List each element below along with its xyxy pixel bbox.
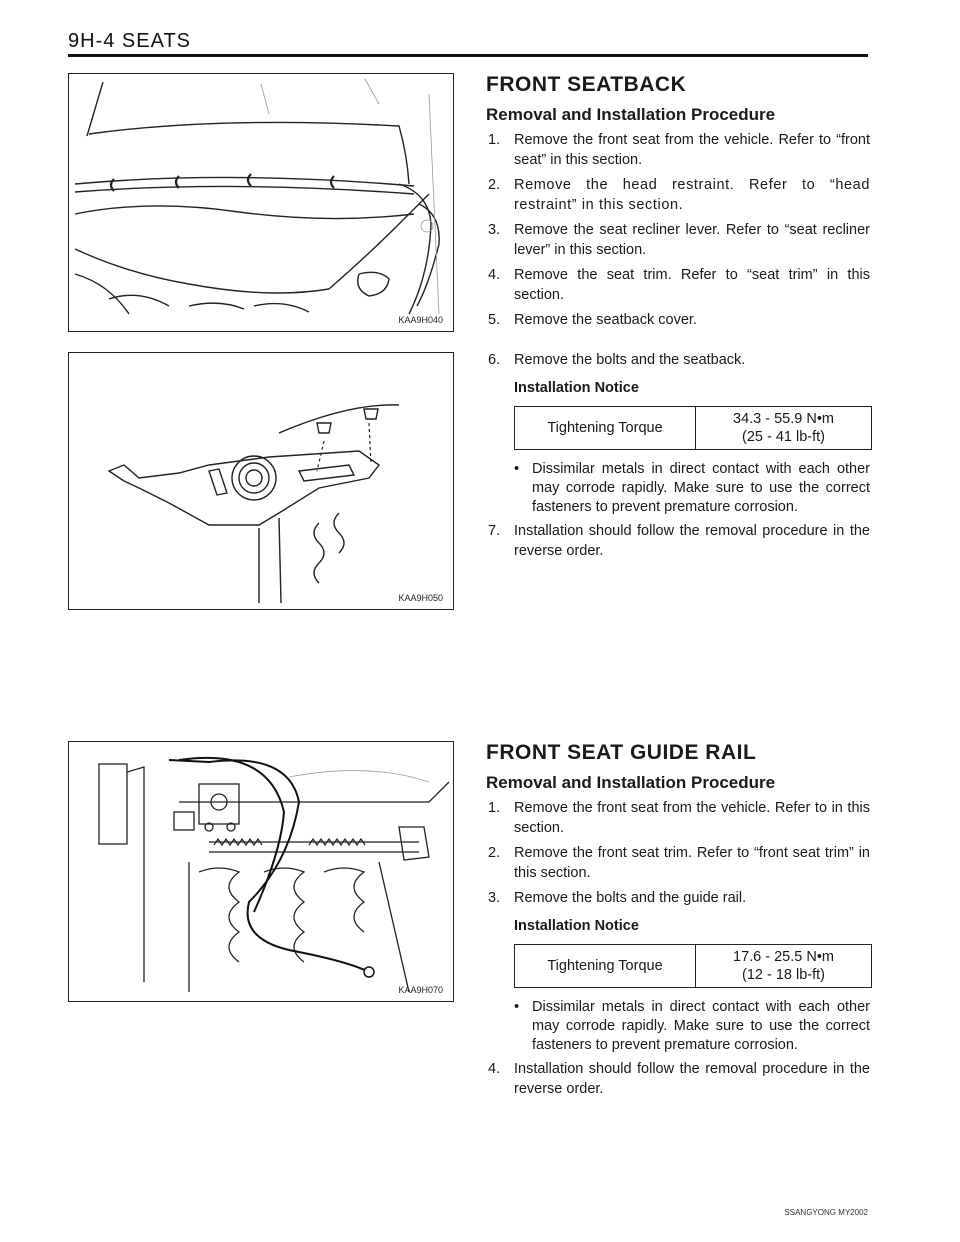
torque-value-lbft: (12 - 18 lb-ft) xyxy=(742,967,825,983)
section-title: FRONT SEATBACK xyxy=(486,73,687,96)
step-item xyxy=(486,888,870,908)
torque-value xyxy=(696,407,871,449)
step-text: Remove the seat recliner lever. Refer to “seat recliner lever” in this section. xyxy=(514,222,870,258)
step-item xyxy=(486,130,870,170)
step-number: 4. xyxy=(488,267,501,283)
step-item xyxy=(486,350,870,370)
step-number: 3. xyxy=(488,222,501,238)
section-front-seat-guide-rail xyxy=(486,740,870,1104)
seatback-illustration xyxy=(69,74,453,331)
torque-value-nm: 34.3 - 55.9 N•m xyxy=(733,411,834,427)
step-text: Remove the front seat from the vehicle. Refer to “front seat” in this section. xyxy=(514,132,870,168)
bullet-note xyxy=(514,460,870,517)
step-text: Remove the seat trim. Refer to “seat trim” in this section. xyxy=(514,267,870,303)
torque-label: Tightening Torque xyxy=(515,945,696,987)
figure-label: KAA9H050 xyxy=(398,593,443,603)
bullet-text: Dissimilar metals in direct contact with each other may corrode rapidly. Make sure to use the correct fasteners to prevent premature corrosion. xyxy=(532,461,870,515)
step-text: Remove the bolts and the seatback. xyxy=(514,352,746,368)
torque-value xyxy=(696,945,871,987)
section-subtitle: Removal and Installation Procedure xyxy=(486,105,776,124)
step-item xyxy=(486,310,870,330)
step-text: Remove the front seat from the vehicle. Refer to in this section. xyxy=(514,800,870,836)
bullet-dot: • xyxy=(514,461,520,477)
page-header-title: 9H-4 SEATS xyxy=(68,30,191,52)
step-number: 3. xyxy=(488,890,501,906)
section-title: FRONT SEAT GUIDE RAIL xyxy=(486,741,757,764)
step-text: Installation should follow the removal procedure in the reverse order. xyxy=(514,1061,870,1097)
step-item xyxy=(486,220,870,260)
step-number: 2. xyxy=(488,845,501,861)
figure-label: KAA9H040 xyxy=(398,315,443,325)
step-number: 2. xyxy=(488,177,501,193)
step-number: 1. xyxy=(488,132,501,148)
step-text: Remove the seatback cover. xyxy=(514,312,697,328)
step-item xyxy=(486,175,870,215)
step-item xyxy=(486,265,870,305)
bullet-dot: • xyxy=(514,999,520,1015)
section-front-seatback xyxy=(486,72,870,335)
torque-value-lbft: (25 - 41 lb-ft) xyxy=(742,429,825,445)
step-item xyxy=(486,521,870,561)
section-subtitle: Removal and Installation Procedure xyxy=(486,773,776,792)
figure-label: KAA9H070 xyxy=(398,985,443,995)
installation-notice-heading: Installation Notice xyxy=(514,918,639,934)
step-item xyxy=(486,798,870,838)
torque-table xyxy=(514,406,872,450)
header-rule xyxy=(68,54,868,57)
guide-rail-illustration xyxy=(69,742,453,1001)
step-item xyxy=(486,1059,870,1099)
step-text: Installation should follow the removal procedure in the reverse order. xyxy=(514,523,870,559)
step-number: 6. xyxy=(488,352,501,368)
section-front-seatback-continued xyxy=(486,348,870,566)
step-number: 1. xyxy=(488,800,501,816)
torque-table xyxy=(514,944,872,988)
bullet-note xyxy=(514,998,870,1055)
step-number: 4. xyxy=(488,1061,501,1077)
step-number: 7. xyxy=(488,523,501,539)
torque-label: Tightening Torque xyxy=(515,407,696,449)
figure-front-seatback-cover xyxy=(68,73,454,332)
figure-seatback-bolts xyxy=(68,352,454,610)
step-text: Remove the head restraint. Refer to “head restraint” in this section. xyxy=(514,177,870,213)
recliner-bolts-illustration xyxy=(69,353,453,609)
step-text: Remove the bolts and the guide rail. xyxy=(514,890,747,906)
footer-brand: SSANGYONG MY2002 xyxy=(784,1208,868,1217)
step-item xyxy=(486,843,870,883)
torque-value-nm: 17.6 - 25.5 N•m xyxy=(733,949,834,965)
step-number: 5. xyxy=(488,312,501,328)
bullet-text: Dissimilar metals in direct contact with each other may corrode rapidly. Make sure to use the correct fasteners to prevent premature corrosion. xyxy=(532,999,870,1053)
step-text: Remove the front seat trim. Refer to “front seat trim” in this section. xyxy=(514,845,870,881)
installation-notice-heading: Installation Notice xyxy=(514,380,639,396)
figure-guide-rail xyxy=(68,741,454,1002)
